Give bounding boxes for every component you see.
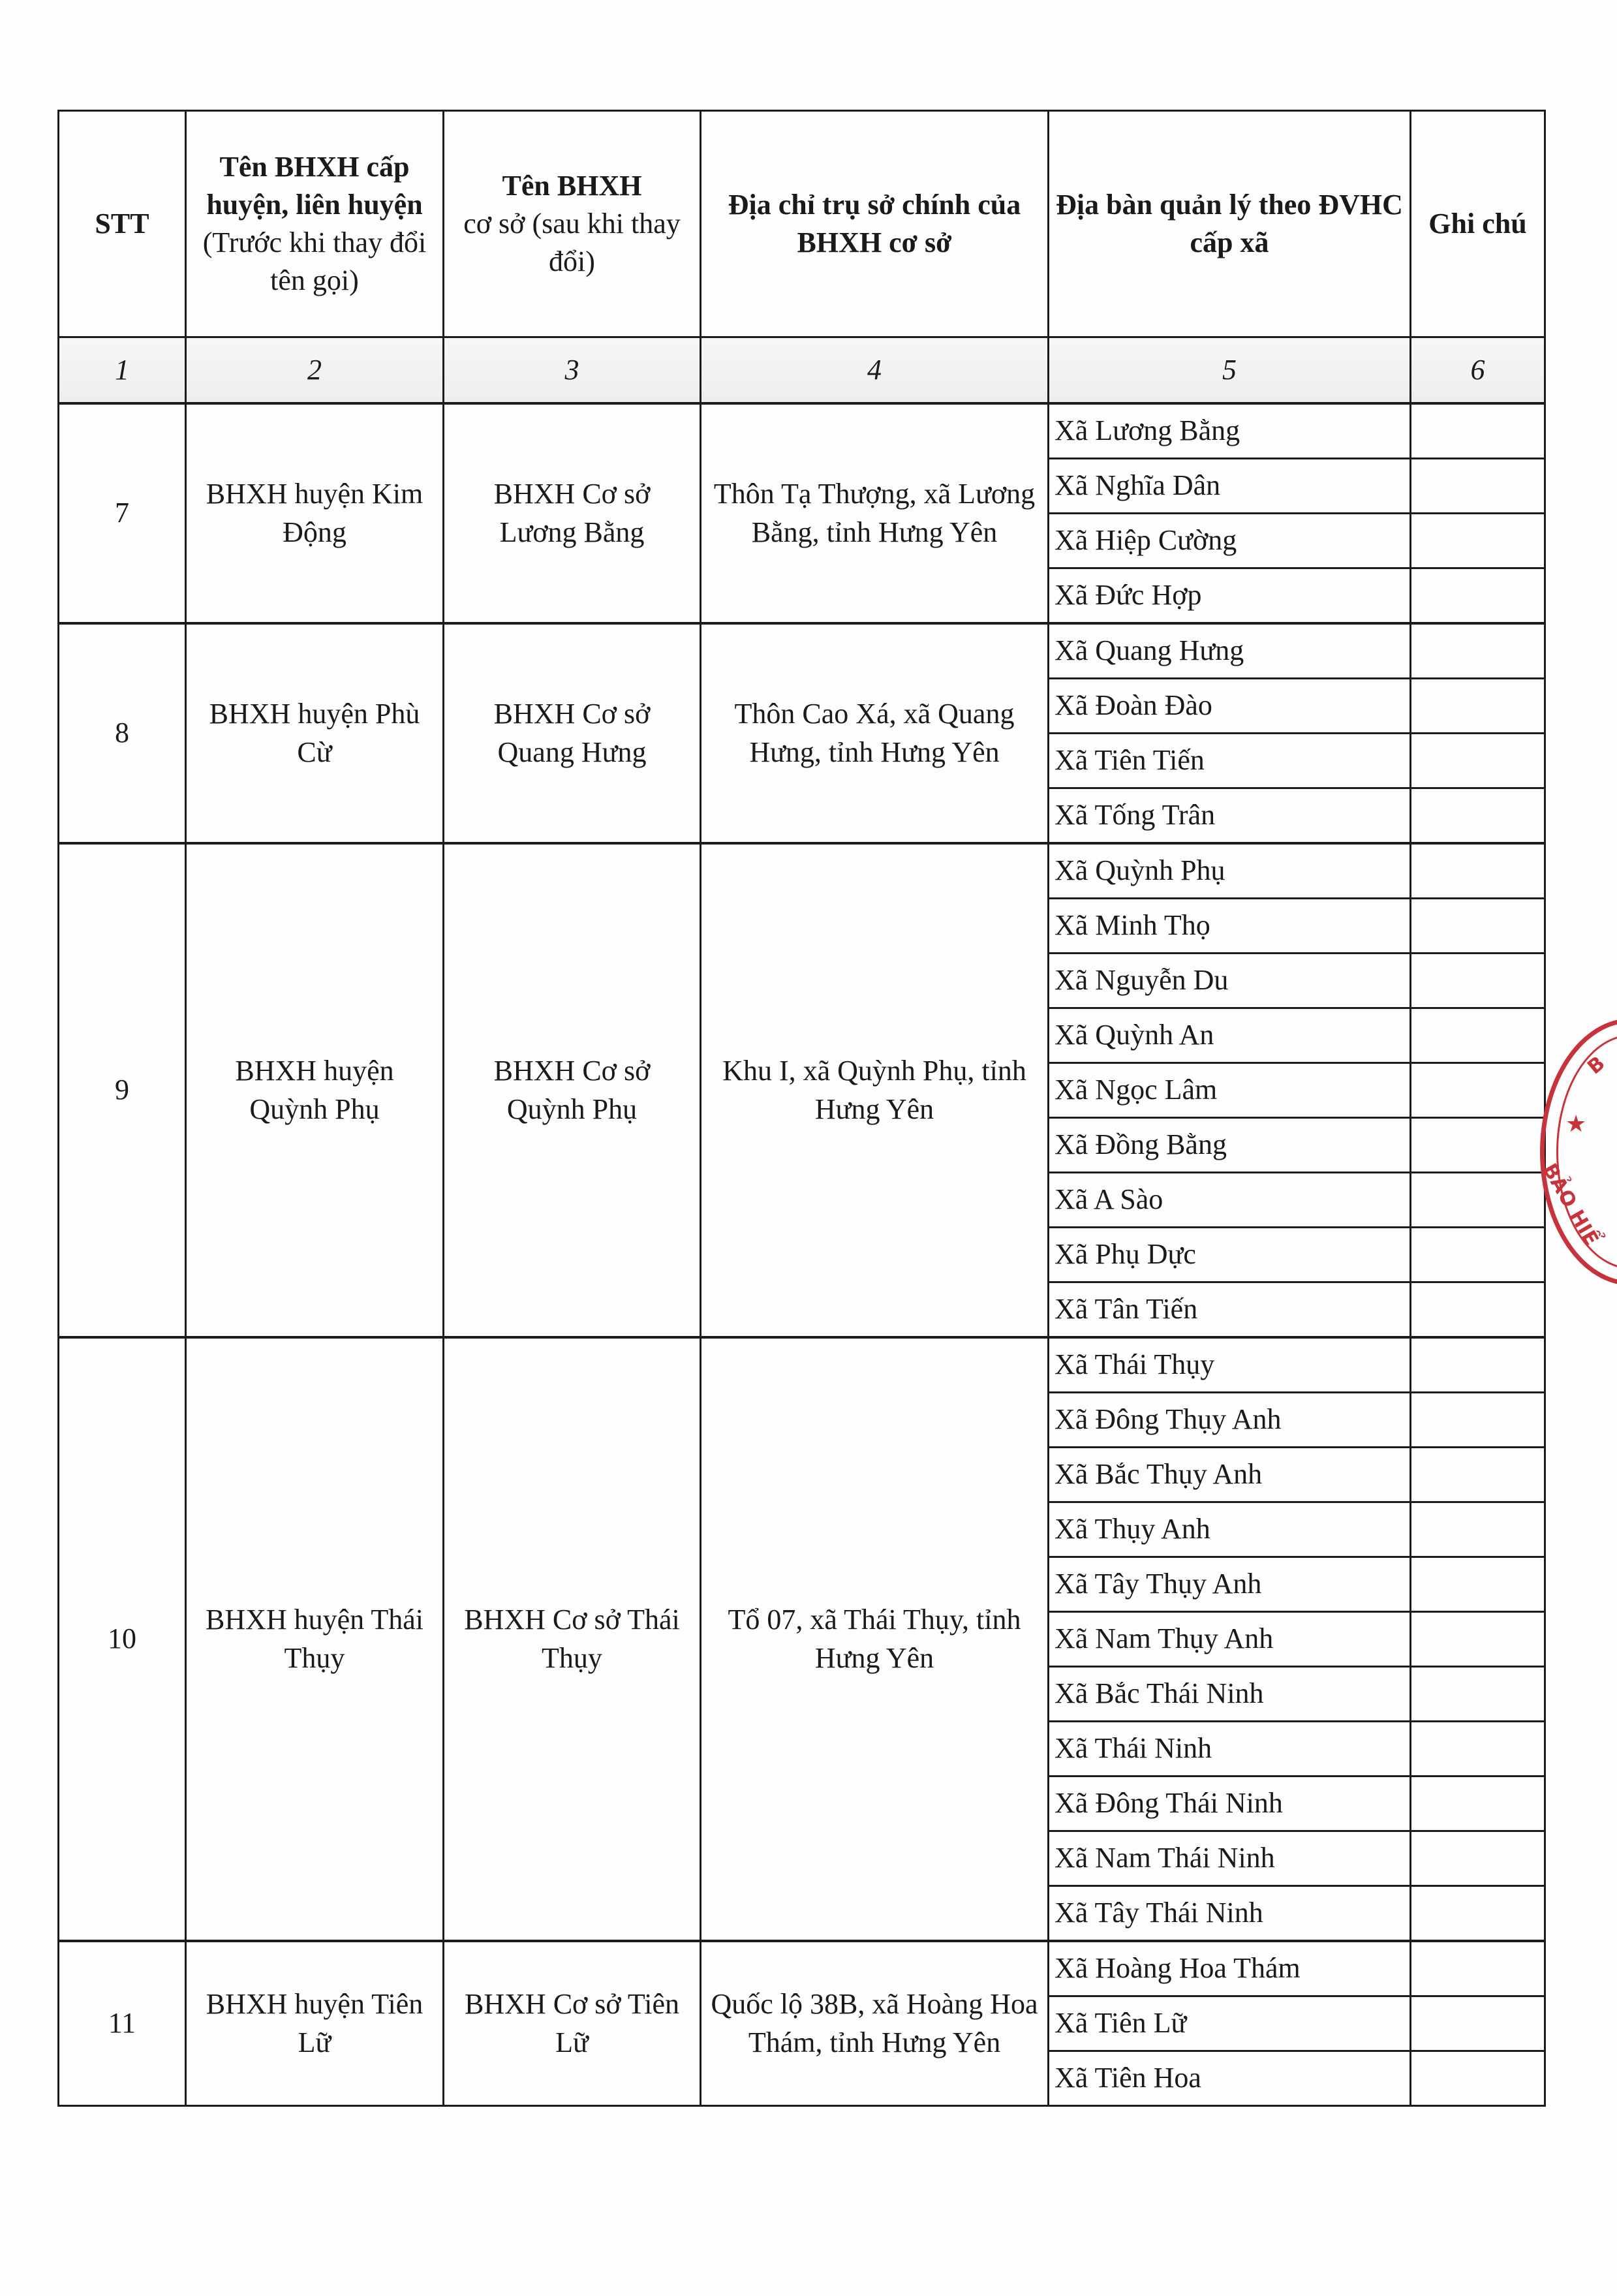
notes-cell bbox=[1411, 954, 1545, 1008]
row-base-office: BHXH Cơ sở Thái Thụy bbox=[444, 1337, 701, 1941]
notes-cell bbox=[1411, 1612, 1545, 1667]
row-district-office: BHXH huyện Kim Động bbox=[186, 403, 444, 623]
commune-cell: Xã Thụy Anh bbox=[1049, 1502, 1411, 1557]
notes-cell bbox=[1411, 1557, 1545, 1612]
commune-cell: Xã Tống Trân bbox=[1049, 788, 1411, 844]
commune-cell: Xã Phụ Dực bbox=[1049, 1228, 1411, 1282]
commune-cell: Xã Quỳnh An bbox=[1049, 1008, 1411, 1063]
row-base-office: BHXH Cơ sở Quang Hưng bbox=[444, 623, 701, 843]
column-number: 5 bbox=[1049, 337, 1411, 404]
commune-cell: Xã Thái Thụy bbox=[1049, 1337, 1411, 1393]
notes-cell bbox=[1411, 1886, 1545, 1942]
notes-cell bbox=[1411, 788, 1545, 844]
header-notes: Ghi chú bbox=[1411, 111, 1545, 337]
star-icon: ★ bbox=[1565, 1111, 1587, 1138]
notes-cell bbox=[1411, 2051, 1545, 2106]
table-row bbox=[59, 623, 1545, 679]
header-base-office: Tên BHXH cơ sở (sau khi thay đổi) bbox=[444, 111, 701, 337]
commune-cell: Xã Đồng Bằng bbox=[1049, 1118, 1411, 1173]
notes-cell bbox=[1411, 1776, 1545, 1831]
commune-cell: Xã Bắc Thái Ninh bbox=[1049, 1667, 1411, 1722]
column-number: 2 bbox=[186, 337, 444, 404]
commune-cell: Xã Ngọc Lâm bbox=[1049, 1063, 1411, 1118]
row-address: Khu I, xã Quỳnh Phụ, tỉnh Hưng Yên bbox=[701, 843, 1049, 1337]
commune-cell: Xã Nguyễn Du bbox=[1049, 954, 1411, 1008]
row-stt: 9 bbox=[59, 843, 186, 1337]
row-district-office: BHXH huyện Phù Cừ bbox=[186, 623, 444, 843]
notes-cell bbox=[1411, 1722, 1545, 1776]
column-number: 6 bbox=[1411, 337, 1545, 404]
notes-cell bbox=[1411, 1831, 1545, 1886]
notes-cell bbox=[1411, 1448, 1545, 1502]
commune-cell: Xã Đức Hợp bbox=[1049, 568, 1411, 624]
header-communes: Địa bàn quản lý theo ĐVHC cấp xã bbox=[1049, 111, 1411, 337]
column-number: 4 bbox=[701, 337, 1049, 404]
column-number-row bbox=[59, 337, 1545, 404]
row-base-office: BHXH Cơ sở Quỳnh Phụ bbox=[444, 843, 701, 1337]
notes-cell bbox=[1411, 623, 1545, 679]
commune-cell: Xã Hiệp Cường bbox=[1049, 514, 1411, 568]
row-base-office: BHXH Cơ sở Lương Bằng bbox=[444, 403, 701, 623]
row-address: Thôn Tạ Thượng, xã Lương Bằng, tỉnh Hưng Yên bbox=[701, 403, 1049, 623]
notes-cell bbox=[1411, 1393, 1545, 1448]
notes-cell bbox=[1411, 679, 1545, 734]
commune-cell: Xã Đông Thái Ninh bbox=[1049, 1776, 1411, 1831]
row-address: Thôn Cao Xá, xã Quang Hưng, tỉnh Hưng Yên bbox=[701, 623, 1049, 843]
commune-cell: Xã Tân Tiến bbox=[1049, 1282, 1411, 1338]
notes-cell bbox=[1411, 1667, 1545, 1722]
row-district-office: BHXH huyện Quỳnh Phụ bbox=[186, 843, 444, 1337]
table-body bbox=[59, 403, 1545, 2106]
header-address: Địa chỉ trụ sở chính của BHXH cơ sở bbox=[701, 111, 1049, 337]
commune-cell: Xã Thái Ninh bbox=[1049, 1722, 1411, 1776]
notes-cell bbox=[1411, 1282, 1545, 1338]
commune-cell: Xã A Sào bbox=[1049, 1173, 1411, 1228]
notes-cell bbox=[1411, 1941, 1545, 1996]
row-base-office: BHXH Cơ sở Tiên Lữ bbox=[444, 1941, 701, 2106]
column-number: 1 bbox=[59, 337, 186, 404]
notes-cell bbox=[1411, 1502, 1545, 1557]
row-stt: 8 bbox=[59, 623, 186, 843]
office-commune-table bbox=[57, 110, 1546, 2107]
notes-cell bbox=[1411, 1008, 1545, 1063]
row-address: Quốc lộ 38B, xã Hoàng Hoa Thám, tỉnh Hưng Yên bbox=[701, 1941, 1049, 2106]
seal-text: BẢO HIỂ bbox=[1537, 1160, 1603, 1250]
notes-cell bbox=[1411, 1996, 1545, 2051]
commune-cell: Xã Nam Thái Ninh bbox=[1049, 1831, 1411, 1886]
notes-cell bbox=[1411, 1337, 1545, 1393]
notes-cell bbox=[1411, 1118, 1545, 1173]
row-address: Tổ 07, xã Thái Thụy, tỉnh Hưng Yên bbox=[701, 1337, 1049, 1941]
notes-cell bbox=[1411, 1173, 1545, 1228]
table-header-row bbox=[59, 111, 1545, 337]
commune-cell: Xã Đoàn Đào bbox=[1049, 679, 1411, 734]
notes-cell bbox=[1411, 514, 1545, 568]
header-stt: STT bbox=[59, 111, 186, 337]
commune-cell: Xã Tiên Lữ bbox=[1049, 1996, 1411, 2051]
official-seal-stamp bbox=[1537, 1018, 1617, 1286]
commune-cell: Xã Nghĩa Dân bbox=[1049, 459, 1411, 514]
header-district-office: Tên BHXH cấp huyện, liên huyện (Trước khi thay đổi tên gọi) bbox=[186, 111, 444, 337]
table-row bbox=[59, 1337, 1545, 1393]
commune-cell: Xã Đông Thụy Anh bbox=[1049, 1393, 1411, 1448]
seal-text-top: B bbox=[1583, 1051, 1610, 1079]
commune-cell: Xã Tây Thái Ninh bbox=[1049, 1886, 1411, 1942]
table-row bbox=[59, 843, 1545, 899]
notes-cell bbox=[1411, 734, 1545, 788]
notes-cell bbox=[1411, 459, 1545, 514]
table-row bbox=[59, 1941, 1545, 1996]
notes-cell bbox=[1411, 843, 1545, 899]
notes-cell bbox=[1411, 1063, 1545, 1118]
column-number: 3 bbox=[444, 337, 701, 404]
commune-cell: Xã Nam Thụy Anh bbox=[1049, 1612, 1411, 1667]
commune-cell: Xã Minh Thọ bbox=[1049, 899, 1411, 954]
commune-cell: Xã Quang Hưng bbox=[1049, 623, 1411, 679]
commune-cell: Xã Tiên Hoa bbox=[1049, 2051, 1411, 2106]
table-row bbox=[59, 403, 1545, 459]
notes-cell bbox=[1411, 403, 1545, 459]
row-district-office: BHXH huyện Tiên Lữ bbox=[186, 1941, 444, 2106]
notes-cell bbox=[1411, 568, 1545, 624]
commune-cell: Xã Quỳnh Phụ bbox=[1049, 843, 1411, 899]
row-stt: 11 bbox=[59, 1941, 186, 2106]
commune-cell: Xã Tây Thụy Anh bbox=[1049, 1557, 1411, 1612]
row-district-office: BHXH huyện Thái Thụy bbox=[186, 1337, 444, 1941]
row-stt: 7 bbox=[59, 403, 186, 623]
commune-cell: Xã Lương Bằng bbox=[1049, 403, 1411, 459]
notes-cell bbox=[1411, 899, 1545, 954]
commune-cell: Xã Bắc Thụy Anh bbox=[1049, 1448, 1411, 1502]
row-stt: 10 bbox=[59, 1337, 186, 1941]
commune-cell: Xã Hoàng Hoa Thám bbox=[1049, 1941, 1411, 1996]
notes-cell bbox=[1411, 1228, 1545, 1282]
commune-cell: Xã Tiên Tiến bbox=[1049, 734, 1411, 788]
